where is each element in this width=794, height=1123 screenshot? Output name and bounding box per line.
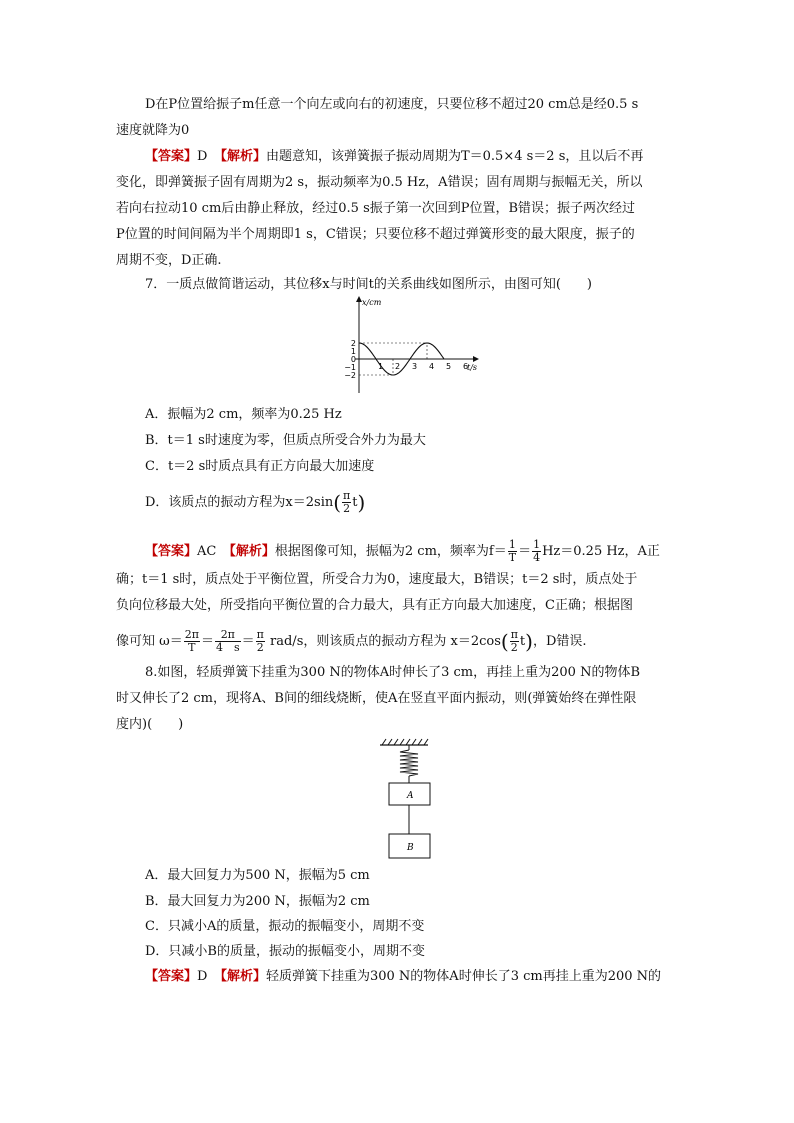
equals: ＝ — [518, 544, 532, 559]
q8-stem-line1: 8.如图，轻质弹簧下挂重为300 N的物体A时伸长了3 cm，再挂上重为200 N的物体B — [145, 665, 640, 680]
fraction — [510, 629, 519, 654]
answer-value: AC — [197, 544, 217, 559]
fraction-den: T — [188, 641, 196, 654]
x-tick-label: 1 — [378, 362, 384, 371]
answer-tag: 【答案】 — [145, 544, 198, 559]
block-b-label: B — [407, 843, 414, 853]
explanation-tag: 【解析】 — [229, 544, 275, 559]
x-tick-label: 3 — [412, 362, 418, 371]
block-a-label: A — [407, 791, 414, 801]
explanation-text: 根据图像可知，振幅为2 cm，频率为f＝ — [274, 544, 507, 559]
q6-explanation-line5: 周期不变，D正确. — [116, 253, 222, 268]
x-axis-label: t/s — [467, 363, 478, 372]
fraction-num: π — [256, 628, 264, 641]
equals: ＝ — [241, 634, 255, 649]
fraction-den: T — [508, 551, 517, 564]
x-tick-label: 6 — [463, 362, 469, 371]
y-tick-label: 2 — [350, 339, 356, 348]
fraction-den: 2 — [343, 502, 351, 515]
answer-tag: 【答案】 — [145, 149, 198, 164]
q6-explanation-line2: 变化，即弹簧振子固有周期为2 s，振动频率为0.5 Hz，A错误；固有周期与振幅无关，所以 — [116, 175, 643, 190]
paren-open: ( — [500, 629, 509, 654]
explanation-tag: 【解析】 — [220, 969, 266, 984]
q8-option-b: B．最大回复力为200 N，振幅为2 cm — [145, 894, 370, 909]
x-tick-label: 2 — [395, 362, 401, 371]
option-d-text: D．该质点的振动方程为x＝2sin — [145, 495, 334, 510]
q6-option-d-line2: 速度就降为0 — [116, 123, 190, 138]
fraction-num: 1 — [508, 538, 516, 551]
equals: ＝ — [200, 634, 214, 649]
paren-close: ) — [357, 490, 366, 515]
fraction — [184, 629, 200, 654]
spring-mass-diagram — [370, 738, 440, 862]
q7-option-c: C．t＝2 s时质点具有正方向最大加速度 — [145, 459, 375, 474]
y-tick-label: −1 — [344, 363, 356, 372]
q7-stem: 7．一质点做简谐运动，其位移x与时间t的关系曲线如图所示，由图可知( ) — [145, 277, 592, 292]
fraction-num: 2π — [215, 629, 241, 642]
y-tick-label: −2 — [344, 371, 356, 380]
fraction-num: π — [343, 489, 351, 502]
q7-explanation-line3: 负向位移最大处，所受指向平衡位置的合力最大，具有正方向最大加速度，C正确；根据图 — [116, 598, 633, 613]
q8-option-c: C．只减小A的质量，振动的振幅变小，周期不变 — [145, 919, 425, 934]
q8-stem-line2: 时又伸长了2 cm，现将A、B间的细线烧断，使A在竖直平面内振动，则(弹簧始终在弹性限 — [116, 691, 637, 706]
q8-answer-line — [145, 968, 661, 986]
ceiling-hatch — [380, 739, 428, 745]
x-tick-label: 5 — [446, 362, 452, 371]
fraction-den: 4 s — [215, 641, 240, 654]
fraction-den: 2 — [510, 641, 518, 654]
q6-explanation-line4: P位置的时间间隔为半个周期即1 s，C错误；只要位移不超过弹簧形变的最大限度，振子的 — [116, 227, 635, 242]
fraction — [508, 539, 517, 564]
answer-value: D — [197, 969, 208, 984]
explanation-text: Hz＝0.25 Hz，A正 — [542, 544, 660, 559]
y-tick-label: 0 — [350, 355, 356, 364]
q7-option-b: B．t＝1 s时速度为零，但质点所受合外力为最大 — [145, 433, 426, 448]
answer-tag: 【答案】 — [145, 969, 198, 984]
displacement-time-graph — [335, 293, 485, 395]
fraction — [342, 490, 351, 515]
q6-explanation-line3: 若向右拉动10 cm后由静止释放，经过0.5 s振子第一次回到P位置，B错误；振子两次经过 — [116, 201, 636, 216]
explanation-var: t — [519, 634, 526, 649]
explanation-text: 轻质弹簧下挂重为300 N的物体A时伸长了3 cm再挂上重为200 N的 — [265, 969, 662, 984]
fraction-num: 1 — [533, 538, 541, 551]
paren-open: ( — [333, 490, 342, 515]
fraction — [215, 629, 241, 654]
explanation-text: ，D错误. — [532, 634, 587, 649]
x-axis-arrow — [473, 356, 479, 362]
fraction-num: 2π — [184, 628, 199, 641]
answer-value: D — [197, 149, 208, 164]
x-tick-label: 4 — [429, 362, 435, 371]
q7-explanation-line2: 确；t＝1 s时，质点处于平衡位置，所受合力为0，速度最大，B错误；t＝2 s时，质点处于 — [116, 572, 638, 587]
fraction-num: π — [510, 628, 518, 641]
fraction — [532, 539, 541, 564]
q7-answer-line — [145, 539, 660, 564]
y-axis-label: x/cm — [362, 298, 382, 307]
q8-stem-line3: 度内)( ) — [116, 717, 184, 732]
q8-option-d: D．只减小B的质量，振动的振幅变小，周期不变 — [145, 944, 425, 959]
q6-option-d-line1: D在P位置给振子m任意一个向左或向右的初速度，只要位移不超过20 cm总是经0.5 s — [145, 97, 639, 112]
y-tick-label: 1 — [350, 347, 356, 356]
paren-close: ) — [525, 629, 533, 654]
q7-option-d — [145, 490, 365, 515]
spring — [400, 745, 418, 783]
fraction — [256, 629, 265, 654]
explanation-text: 像可知 ω＝ — [116, 634, 183, 649]
q8-option-a: A．最大回复力为500 N，振幅为5 cm — [145, 868, 370, 883]
explanation-text: rad/s，则该质点的振动方程为 x＝2cos — [265, 634, 501, 649]
q6-answer-line — [145, 148, 643, 166]
explanation-text: 由题意知，该弹簧振子振动周期为T＝0.5×4 s＝2 s，且以后不再 — [265, 149, 644, 164]
fraction-den: 4 — [533, 551, 541, 564]
explanation-tag: 【解析】 — [220, 149, 266, 164]
option-d-var: t — [352, 495, 358, 510]
q7-option-a: A．振幅为2 cm，频率为0.25 Hz — [145, 407, 342, 422]
fraction-den: 2 — [256, 641, 264, 654]
q7-explanation-line4 — [116, 629, 587, 654]
